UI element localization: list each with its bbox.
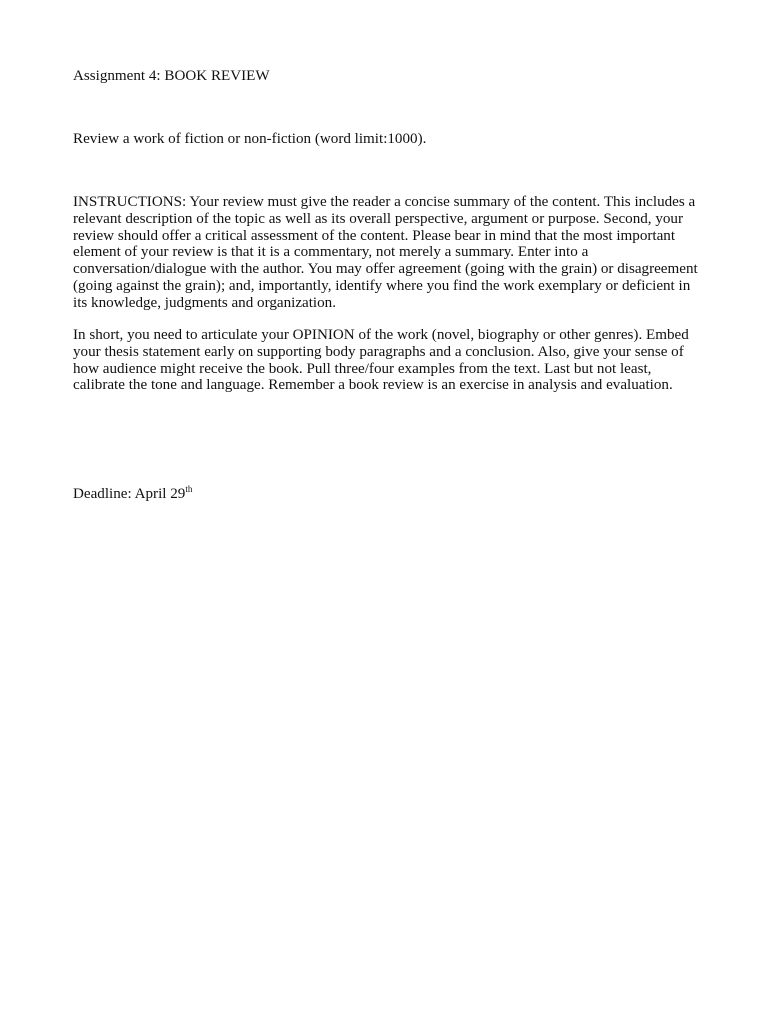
instructions-paragraph: INSTRUCTIONS: Your review must give the reader a concise summary of the content. This includes a relevant description of the topic as well as its overall perspective, argument or purpose. Second, your review should offer a critical assessment of the content. Please bear in mind that the most important element of your review is that it is a commentary, not merely a summary. Enter into a conversation/dialogue with the author. You may offer agreement (going with the grain) or disagreement (going against the grain); and, importantly, identify where you find the work exemplary or deficient in its knowledge, judgments and organization. [73,194,698,311]
deadline-ordinal-suffix: th [185,484,193,494]
deadline-label: Deadline: April 29 [73,486,186,502]
deadline-line [73,486,699,503]
opinion-paragraph: In short, you need to articulate your OPINION of the work (novel, biography or other genres). Embed your thesis statement early on supporting body paragraphs and a conclusion. Also, give your sense of how audience might receive the book. Pull three/four examples from the text. Last but not least, calibrate the tone and language. Remember a book review is an exercise in analysis and evaluation. [73,327,689,394]
assignment-intro: Review a work of fiction or non-fiction (word limit:1000). [73,131,427,147]
assignment-title: Assignment 4: BOOK REVIEW [73,68,270,84]
